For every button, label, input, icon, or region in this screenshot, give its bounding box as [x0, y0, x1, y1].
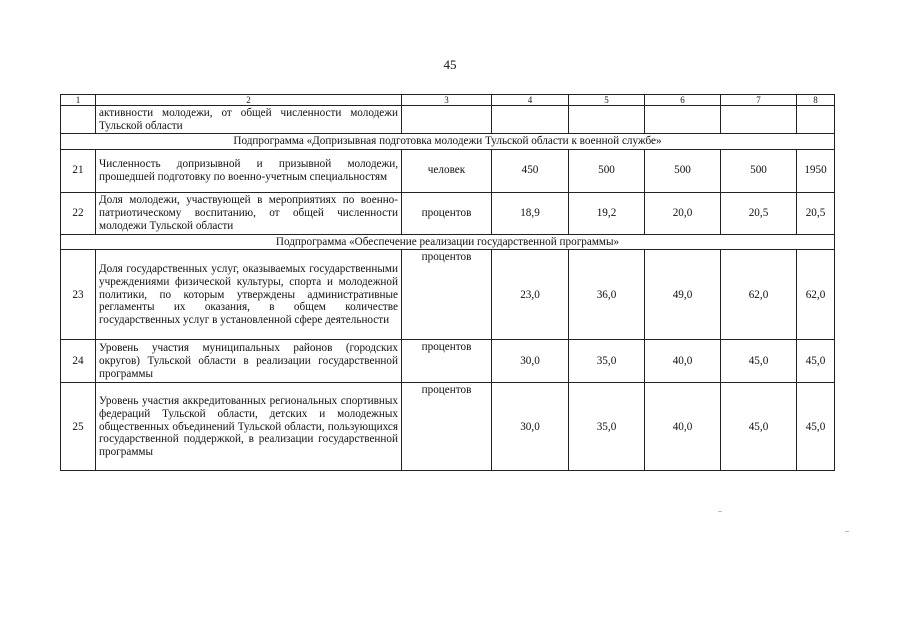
unit: человек	[402, 149, 492, 192]
table-row	[61, 149, 835, 192]
value-cell: 18,9	[492, 192, 569, 234]
row-number: 22	[61, 192, 96, 234]
column-number: 5	[569, 95, 645, 106]
value-cell: 35,0	[569, 340, 645, 383]
page-number: 45	[443, 57, 457, 72]
column-number: 4	[492, 95, 569, 106]
value-cell: 1950	[797, 149, 835, 192]
subprogram-row	[61, 234, 835, 250]
unit	[402, 106, 492, 134]
subprogram-title: Подпрограмма «Обеспечение реализации государственной программы»	[61, 234, 835, 250]
value-cell: 40,0	[645, 340, 721, 383]
value-cell: 30,0	[492, 383, 569, 471]
value-cell: 36,0	[569, 250, 645, 340]
value-cell: 45,0	[797, 383, 835, 471]
column-number: 7	[721, 95, 797, 106]
value-cell: 500	[645, 149, 721, 192]
indicators-table	[60, 94, 835, 471]
table-row	[61, 192, 835, 234]
value-cell: 45,0	[721, 383, 797, 471]
column-number-row	[61, 95, 835, 106]
value-cell: 45,0	[721, 340, 797, 383]
indicator-name: активности молодежи, от общей численности молодежи Тульской области	[96, 106, 402, 134]
value-cell: 20,5	[721, 192, 797, 234]
unit: процентов	[402, 250, 492, 340]
column-number: 2	[96, 95, 402, 106]
value-cell: 19,2	[569, 192, 645, 234]
indicator-name: Численность допризывной и призывной молодежи, прошедшей подготовку по военно-учетным специальностям	[96, 149, 402, 192]
value-cell	[492, 106, 569, 134]
table-row	[61, 250, 835, 340]
indicator-name: Уровень участия аккредитованных региональных спортивных федераций Тульской области, детских и молодежных общественных объединений Тульской области, пользующихся государственной поддержкой, в реализации государственной программы	[96, 383, 402, 471]
indicator-name: Доля молодежи, участвующей в мероприятиях по военно-патриотическому воспитанию, от общей численности молодежи Тульской области	[96, 192, 402, 234]
table-row	[61, 340, 835, 383]
column-number: 1	[61, 95, 96, 106]
value-cell: 500	[721, 149, 797, 192]
value-cell: 45,0	[797, 340, 835, 383]
value-cell: 20,5	[797, 192, 835, 234]
unit: процентов	[402, 340, 492, 383]
value-cell: 40,0	[645, 383, 721, 471]
table-row	[61, 106, 835, 134]
row-number: 25	[61, 383, 96, 471]
row-number: 21	[61, 149, 96, 192]
indicator-name: Доля государственных услуг, оказываемых государственными учреждениями физической культуры, спорта и молодежной политики, по которым утверждены административные регламенты их оказания, в общем количестве государственных услуг в установленной сфере деятельности	[96, 250, 402, 340]
column-number: 3	[402, 95, 492, 106]
row-number: 24	[61, 340, 96, 383]
value-cell: 62,0	[797, 250, 835, 340]
value-cell: 450	[492, 149, 569, 192]
unit: процентов	[402, 192, 492, 234]
value-cell	[797, 106, 835, 134]
scan-speck	[845, 531, 849, 532]
value-cell	[721, 106, 797, 134]
value-cell: 49,0	[645, 250, 721, 340]
indicator-name: Уровень участия муниципальных районов (городских округов) Тульской области в реализации государственной программы	[96, 340, 402, 383]
value-cell: 30,0	[492, 340, 569, 383]
value-cell: 500	[569, 149, 645, 192]
value-cell: 35,0	[569, 383, 645, 471]
subprogram-title: Подпрограмма «Допризывная подготовка молодежи Тульской области к военной службе»	[61, 134, 835, 150]
value-cell: 20,0	[645, 192, 721, 234]
value-cell: 23,0	[492, 250, 569, 340]
subprogram-row	[61, 134, 835, 150]
scan-speck	[718, 511, 722, 512]
table-row	[61, 383, 835, 471]
row-number	[61, 106, 96, 134]
row-number: 23	[61, 250, 96, 340]
column-number: 6	[645, 95, 721, 106]
value-cell: 62,0	[721, 250, 797, 340]
value-cell	[645, 106, 721, 134]
unit: процентов	[402, 383, 492, 471]
column-number: 8	[797, 95, 835, 106]
value-cell	[569, 106, 645, 134]
